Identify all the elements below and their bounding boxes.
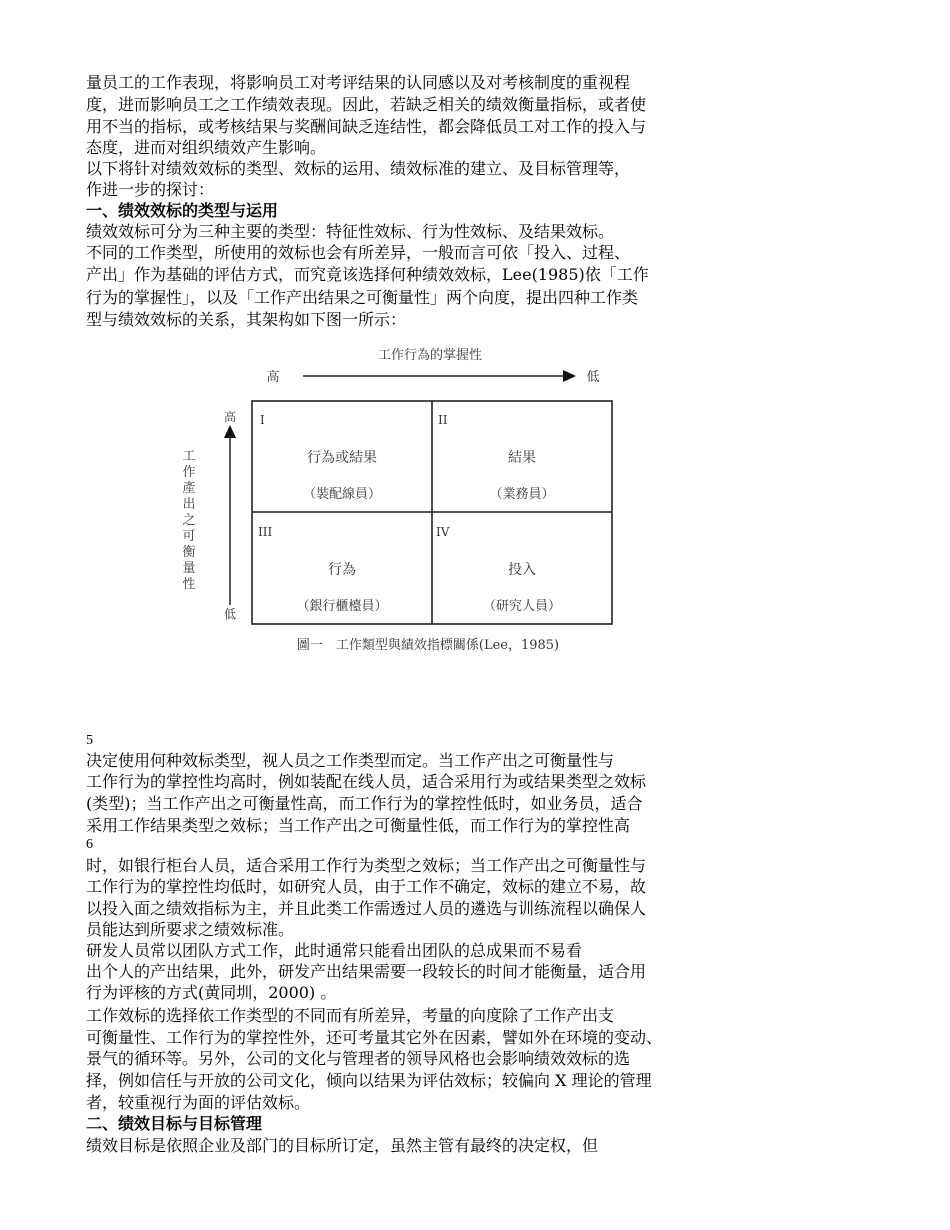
page-number: 5: [86, 733, 93, 748]
quadrant-4: [436, 525, 561, 614]
right-arrow-icon: [563, 370, 576, 382]
text-line: 择，例如信任与开放的公司文化，倾向以结果为评估效标；较偏向 X 理论的管理: [86, 1071, 652, 1090]
text-line: 作进一步的探讨：: [86, 180, 215, 199]
quadrant-1: [260, 413, 381, 502]
left-axis-high: 高: [223, 410, 237, 424]
text-line: 不同的工作类型，所使用的效标也会有所差异，一般而言可依「投入、过程、: [86, 243, 631, 262]
top-axis-low: 低: [586, 370, 600, 385]
text-line: 态度，进而对组织绩效产生影响。: [86, 138, 327, 157]
text-line: 以下将针对绩效效标的类型、效标的运用、绩效标准的建立、及目标管理等，: [86, 159, 631, 178]
work-type-figure: [160, 335, 640, 665]
text-line: 可衡量性、工作行为的掌控性外，还可考量其它外在因素，譬如外在环境的变动、: [86, 1028, 663, 1047]
text-line: 型与绩效效标的关系，其架构如下图一所示：: [86, 310, 407, 329]
figure-caption: 圖一 工作類型與績效指標關係(Lee，1985): [296, 638, 560, 653]
section-heading: 一、绩效效标的类型与运用: [86, 201, 279, 220]
svg-text:IV: IV: [436, 525, 450, 539]
text-line: 用不当的指标，或考核结果与奖酬间缺乏连结性，都会降低员工对工作的投入与: [86, 117, 647, 136]
svg-text:結果: 結果: [508, 450, 536, 466]
left-axis-low: 低: [223, 607, 237, 621]
svg-text:（業務員）: （業務員）: [489, 487, 555, 502]
svg-text:衡: 衡: [182, 545, 196, 560]
text-line: 工作行为的掌控性均低时，如研究人员，由于工作不确定，效标的建立不易，故: [86, 877, 647, 896]
text-line: 者，较重视行为面的评估效标。: [86, 1093, 311, 1112]
text-line: 度，进而影响员工之工作绩效表现。因此，若缺乏相关的绩效衡量指标，或者使: [86, 95, 647, 114]
text-line: (类型)；当工作产出之可衡量性高，而工作行为的掌控性低时，如业务员，适合: [86, 794, 643, 813]
page-number: 6: [86, 837, 93, 852]
text-line: 采用工作结果类型之效标；当工作产出之可衡量性低，而工作行为的掌控性高: [86, 816, 631, 835]
quadrant-3: [258, 525, 388, 614]
text-line: 研发人员常以团队方式工作，此时通常只能看出团队的总成果而不易看: [86, 941, 583, 960]
svg-text:之: 之: [182, 513, 196, 528]
svg-text:III: III: [258, 525, 273, 539]
svg-text:性: 性: [182, 577, 196, 592]
top-axis-title: 工作行為的掌握性: [377, 348, 483, 363]
section-heading: 二、绩效目标与目标管理: [86, 1114, 263, 1133]
left-axis-title: [182, 449, 195, 592]
svg-text:行為: 行為: [328, 562, 356, 578]
text-line: 员能达到所要求之绩效标准。: [86, 920, 295, 939]
svg-text:（研究人員）: （研究人員）: [482, 599, 562, 614]
svg-text:出: 出: [182, 497, 196, 512]
svg-text:行為或結果: 行為或結果: [307, 450, 377, 466]
text-line: 行为的掌握性」，以及「工作产出结果之可衡量性」两个向度，提出四种工作类: [86, 288, 639, 307]
svg-text:（銀行櫃檯員）: （銀行櫃檯員）: [296, 599, 388, 614]
svg-text:II: II: [438, 413, 448, 427]
text-line: 景气的循环等。另外，公司的文化与管理者的领导风格也会影响绩效效标的选: [86, 1049, 631, 1068]
text-line: 行为评核的方式(黄同圳，2000) 。: [86, 983, 337, 1002]
text-line: 量员工的工作表现，将影响员工对考评结果的认同感以及对考核制度的重视程: [86, 73, 631, 92]
svg-text:工: 工: [182, 449, 196, 464]
text-line: 工作行为的掌控性均高时，例如装配在线人员，适合采用行为或结果类型之效标: [86, 772, 647, 791]
text-line: 产出」作为基础的评估方式，而究竟该选择何种绩效效标，Lee(1985)依「工作: [86, 265, 649, 284]
text-line: 绩效效标可分为三种主要的类型：特征性效标、行为性效标、及结果效标。: [86, 222, 615, 241]
svg-text:產: 產: [182, 481, 196, 496]
svg-text:可: 可: [182, 529, 196, 544]
quadrant-2: [438, 413, 555, 502]
text-line: 绩效目标是依照企业及部门的目标所订定，虽然主管有最终的决定权，但: [86, 1136, 599, 1155]
svg-text:量: 量: [182, 561, 196, 576]
text-line: 时，如银行柜台人员，适合采用工作行为类型之效标；当工作产出之可衡量性与: [86, 856, 647, 875]
text-line: 决定使用何种效标类型，视人员之工作类型而定。当工作产出之可衡量性与: [86, 751, 615, 770]
top-axis-high: 高: [266, 370, 280, 385]
svg-text:I: I: [260, 413, 265, 427]
svg-text:（裝配線員）: （裝配線員）: [302, 487, 382, 502]
svg-text:投入: 投入: [508, 562, 536, 578]
text-line: 以投入面之绩效指标为主，并且此类工作需透过人员的遴选与训练流程以确保人: [86, 899, 647, 918]
text-line: 工作效标的选择依工作类型的不同而有所差异，考量的向度除了工作产出支: [86, 1006, 615, 1025]
text-line: 出个人的产出结果，此外，研发产出结果需要一段较长的时间才能衡量，适合用: [86, 962, 647, 981]
svg-text:作: 作: [182, 465, 196, 480]
